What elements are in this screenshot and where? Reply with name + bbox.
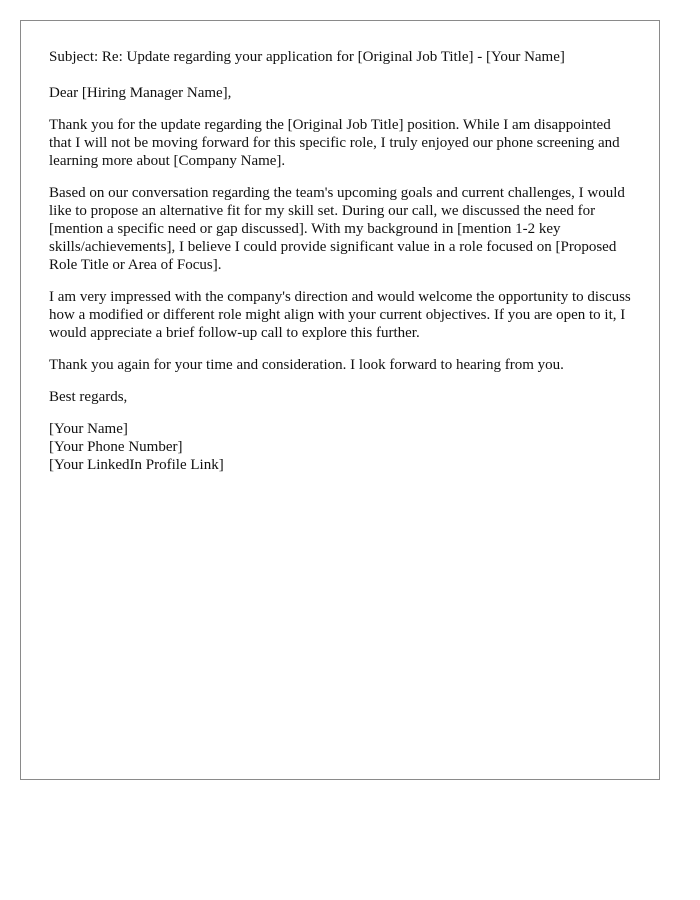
signature-phone: [Your Phone Number] <box>49 439 183 455</box>
paragraph-4: Thank you again for your time and consideration. I look forward to hearing from you. <box>49 357 564 373</box>
email-subject: Subject: Re: Update regarding your application for [Original Job Title] - [Your Name] <box>49 49 565 65</box>
signature-name: [Your Name] <box>49 421 128 437</box>
closing: Best regards, <box>49 389 128 405</box>
signature-linkedin: [Your LinkedIn Profile Link] <box>49 457 224 473</box>
paragraph-1: Thank you for the update regarding the [Original Job Title] position. While I am disappointed that I will not be moving forward for this specific role, I truly enjoyed our phone screening and learning more about [Company Name]. <box>49 117 620 169</box>
letter-page <box>20 20 660 780</box>
signature-block <box>49 420 631 474</box>
greeting: Dear [Hiring Manager Name], <box>49 85 232 101</box>
paragraph-3: I am very impressed with the company's direction and would welcome the opportunity to discuss how a modified or different role might align with your current objectives. If you are open to it, I would appreciate a brief follow-up call to explore this further. <box>49 289 631 341</box>
paragraph-2: Based on our conversation regarding the team's upcoming goals and current challenges, I would like to propose an alternative fit for my skill set. During our call, we discussed the need for [mention a specific need or gap discussed]. With my background in [mention 1-2 key skills/achievements], I believe I could provide significant value in a role focused on [Proposed Role Title or Area of Focus]. <box>49 185 625 273</box>
